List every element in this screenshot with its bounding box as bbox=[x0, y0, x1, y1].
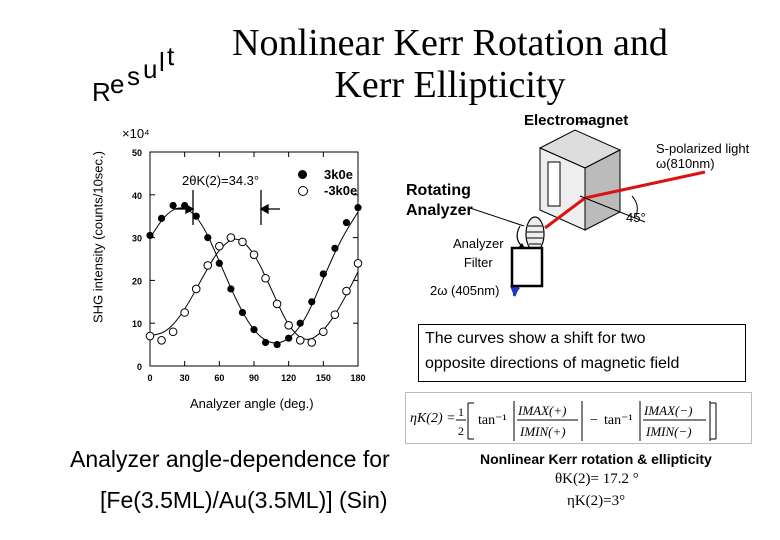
result-letter: e bbox=[110, 69, 125, 99]
formula-num2: IMAX(−) bbox=[644, 403, 693, 418]
x-axis-label: Analyzer angle (deg.) bbox=[190, 396, 314, 411]
rotating-analyzer-label bbox=[406, 181, 473, 221]
y-tick-label: 10 bbox=[131, 319, 142, 330]
formula-tan1: tan⁻¹ bbox=[478, 413, 507, 428]
footer-line1: Analyzer angle-dependence for bbox=[70, 446, 390, 472]
formula-half-num: 1 bbox=[458, 405, 464, 419]
analyzer-pointer bbox=[470, 208, 524, 226]
x-tick-label: 30 bbox=[179, 373, 190, 383]
shift-annotation: 2θK(2)=34.3° bbox=[182, 173, 260, 188]
rotation-result bbox=[555, 471, 639, 488]
light-label-line2: ω(810nm) bbox=[656, 156, 715, 171]
angle-label: 45° bbox=[626, 210, 646, 225]
light-label bbox=[656, 141, 776, 171]
light-label-line1: S-polarized light bbox=[656, 141, 750, 156]
formula-svg bbox=[406, 393, 751, 443]
ellipticity-value: ηK(2)=3° bbox=[567, 493, 626, 509]
formula-half-den: 2 bbox=[458, 424, 464, 438]
y-tick-label: 20 bbox=[131, 276, 142, 287]
x-tick-label: 60 bbox=[214, 373, 225, 383]
x-tick-label: 180 bbox=[350, 373, 366, 383]
y-tick-label: 30 bbox=[131, 233, 142, 244]
formula-minus: − bbox=[590, 413, 598, 428]
formula-lhs: ηK(2) = bbox=[410, 411, 456, 426]
x-tick-label: 150 bbox=[315, 373, 331, 383]
result-letter: R bbox=[92, 77, 111, 107]
ellipticity-formula bbox=[405, 392, 752, 444]
filter-label-line1: Analyzer bbox=[453, 236, 504, 251]
rotating-label: Rotating bbox=[406, 182, 471, 199]
footer-line2: [Fe(3.5ML)/Au(3.5ML)] (Sin) bbox=[100, 487, 388, 513]
x-tick-label: 0 bbox=[147, 373, 153, 383]
rotation-value: θK(2)= 17.2 ° bbox=[555, 471, 639, 487]
y-axis-label: SHG intensity (counts/10sec.) bbox=[90, 151, 106, 323]
note-line2: opposite directions of magnetic field bbox=[425, 355, 680, 372]
formula-den1: IMIN(+) bbox=[520, 424, 566, 439]
y-tick-label: 40 bbox=[131, 190, 142, 201]
shg-label: 2ω (405nm) bbox=[430, 283, 500, 298]
y-tick-label: 0 bbox=[136, 362, 142, 372]
shift-note-box bbox=[418, 324, 746, 382]
filter-box bbox=[512, 248, 542, 286]
formula-num1: IMAX(+) bbox=[518, 403, 567, 418]
legend-label-2: -3k0e bbox=[324, 183, 358, 198]
formula-tan2: tan⁻¹ bbox=[604, 413, 633, 428]
result-letter: s bbox=[127, 61, 140, 91]
result-letter: u bbox=[143, 54, 158, 84]
filter-label-line2: Filter bbox=[463, 255, 493, 270]
ellipticity-result bbox=[567, 493, 625, 510]
electromagnet-block bbox=[540, 122, 620, 230]
results-heading: Nonlinear Kerr rotation & ellipticity bbox=[480, 451, 712, 467]
result-letter: l bbox=[159, 47, 165, 77]
electromagnet-label: Electromagnet bbox=[524, 112, 629, 129]
filter-label bbox=[453, 234, 504, 272]
note-line1: The curves show a shift for two bbox=[425, 330, 646, 347]
x-tick-label: 90 bbox=[248, 373, 260, 383]
analyzer-ellipse bbox=[526, 217, 544, 251]
x-tick-label: 120 bbox=[281, 373, 297, 383]
y-multiplier: ×10⁴ bbox=[122, 126, 150, 141]
y-tick-label: 50 bbox=[131, 148, 142, 158]
result-letter: t bbox=[167, 41, 175, 71]
formula-den2: IMIN(−) bbox=[646, 424, 692, 439]
legend-label-1: 3k0e bbox=[324, 167, 353, 182]
analyzer-label: Analyzer bbox=[406, 202, 473, 219]
slide-title: Nonlinear Kerr Rotation and Kerr Ellipticity bbox=[232, 22, 668, 106]
